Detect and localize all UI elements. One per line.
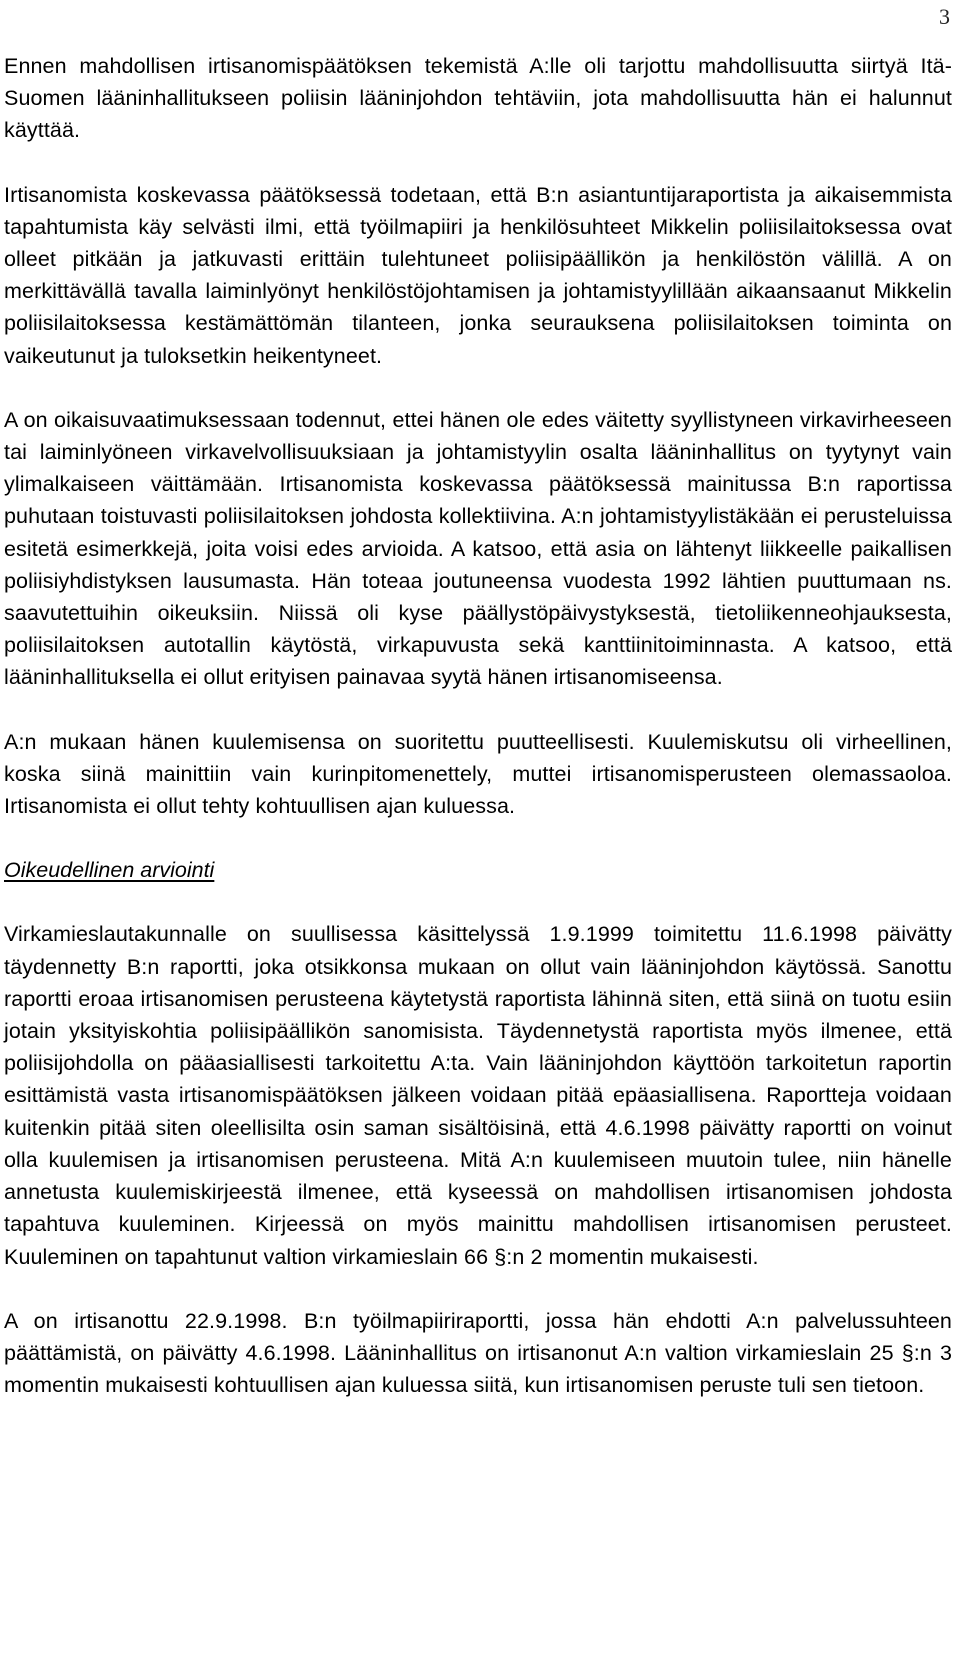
paragraph-rectification-claim: A on oikaisuvaatimuksessaan todennut, ettei hänen ole edes väitetty syyllistyneen virkavirheeseen tai laiminlyöneen virkavelvollisuuksiaan ja johtamistyylin osalta lääninhallitus on tyytynyt vain ylimalkaiseen väittämään. Irtisanomista koskevassa päätöksessä mainitussa B:n raportissa puhutaan toistuvasti poliisilaitoksen johdosta kollektiivina. A:n johtamistyylistäkään ei perusteluissa esitetä esimerkkejä, joita voisi edes arvioida. A katsoo, että asia on lähtenyt liikkeelle paikallisen poliisiyhdistyksen lausumasta. Hän toteaa joutuneensa vuodesta 1992 lähtien puuttumaan ns. saavutettuihin oikeuksiin. Niissä oli kyse päällystöpäivystyksestä, tietoliikenneohjauksesta, poliisilaitoksen autotallin käytöstä, virkapuvusta sekä kanttiinitoiminnasta. A katsoo, että lääninhallituksella ei ollut erityisen painavaa syytä hänen irtisanomiseensa.: [4, 407, 952, 690]
paragraph-hearing-claim: A:n mukaan hänen kuulemisensa on suoritettu puutteellisesti. Kuulemiskutsu oli virheellinen, koska siinä mainittiin vain kurinpitomenettely, muttei irtisanomisperusteen olemassaoloa. Irtisanomista ei ollut tehty kohtuullisen ajan kuluessa.: [4, 729, 952, 819]
page-number: 3: [939, 4, 950, 29]
paragraph-dismissal-decision: Irtisanomista koskevassa päätöksessä todetaan, että B:n asiantuntijaraportista ja aikaisemmista tapahtumista käy selvästi ilmi, että työilmapiiri ja henkilösuhteet Mikkelin poliisilaitoksessa ovat olleet pitkään ja jatkuvasti erittäin tulehtuneet poliisipäällikön ja henkilöstön välillä. A on merkittävällä tavalla laiminlyönyt henkilöstöjohtamisen ja johtamistyylillään aikaansaanut Mikkelin poliisilaitoksessa kestämättömän tilanteen, jonka seurauksena poliisilaitoksen toiminta on vaikeutunut ja tuloksetkin heikentyneet.: [4, 182, 952, 368]
paragraph-dismissal-timing: A on irtisanottu 22.9.1998. B:n työilmapiiriraportti, jossa hän ehdotti A:n palvelussuhteen päättämistä, on päivätty 4.6.1998. Lääninhallitus on irtisanonut A:n valtion virkamieslain 25 §:n 3 momentin mukaisesti kohtuullisen ajan kuluessa siitä, kun irtisanomisen peruste tuli sen tietoon.: [4, 1308, 952, 1398]
paragraph-transfer-offer: Ennen mahdollisen irtisanomispäätöksen tekemistä A:lle oli tarjottu mahdollisuutta siirtyä Itä-Suomen lääninhallitukseen poliisin lääninjohdon tehtäviin, jota mahdollisuutta hän ei halunnut käyttää.: [4, 54, 952, 143]
section-heading-legal-assessment: Oikeudellinen arviointi: [4, 858, 215, 883]
document-body: [4, 50, 952, 1401]
paragraph-report-assessment: Virkamieslautakunnalle on suullisessa käsittelyssä 1.9.1999 toimitettu 11.6.1998 päivätty täydennetty B:n raportti, joka otsikkonsa mukaan on ollut vain lääninjohdon käytössä. Sanottu raportti eroaa irtisanomisen perusteena käytetystä raportista lähinnä siten, että siinä on tuotu esiin jotain yksityiskohtia poliisipäällikön sanomisista. Täydennetystä raportista myös ilmenee, että poliisijohdolla on pääasiallisesti tarkoitettu A:ta. Vain lääninjohdon käyttöön tarkoitetun raportin esittämistä vasta irtisanomispäätöksen jälkeen voidaan pitää epäasiallisena. Raportteja voidaan kuitenkin pitää siten oleellisilta osin saman sisältöisinä, että 4.6.1998 päivätty raportti on voinut olla kuulemisen ja irtisanomisen perusteena. Mitä A:n kuulemiseen muutoin tulee, niin hänelle annetusta kuulemiskirjeestä ilmenee, että kyseessä on mahdollisen irtisanomisen johdosta tapahtuva kuuleminen. Kirjeessä on myös mainittu mahdollisen irtisanomisen perusteet. Kuuleminen on tapahtunut valtion virkamieslain 66 §:n 2 momentin mukaisesti.: [4, 922, 952, 1269]
